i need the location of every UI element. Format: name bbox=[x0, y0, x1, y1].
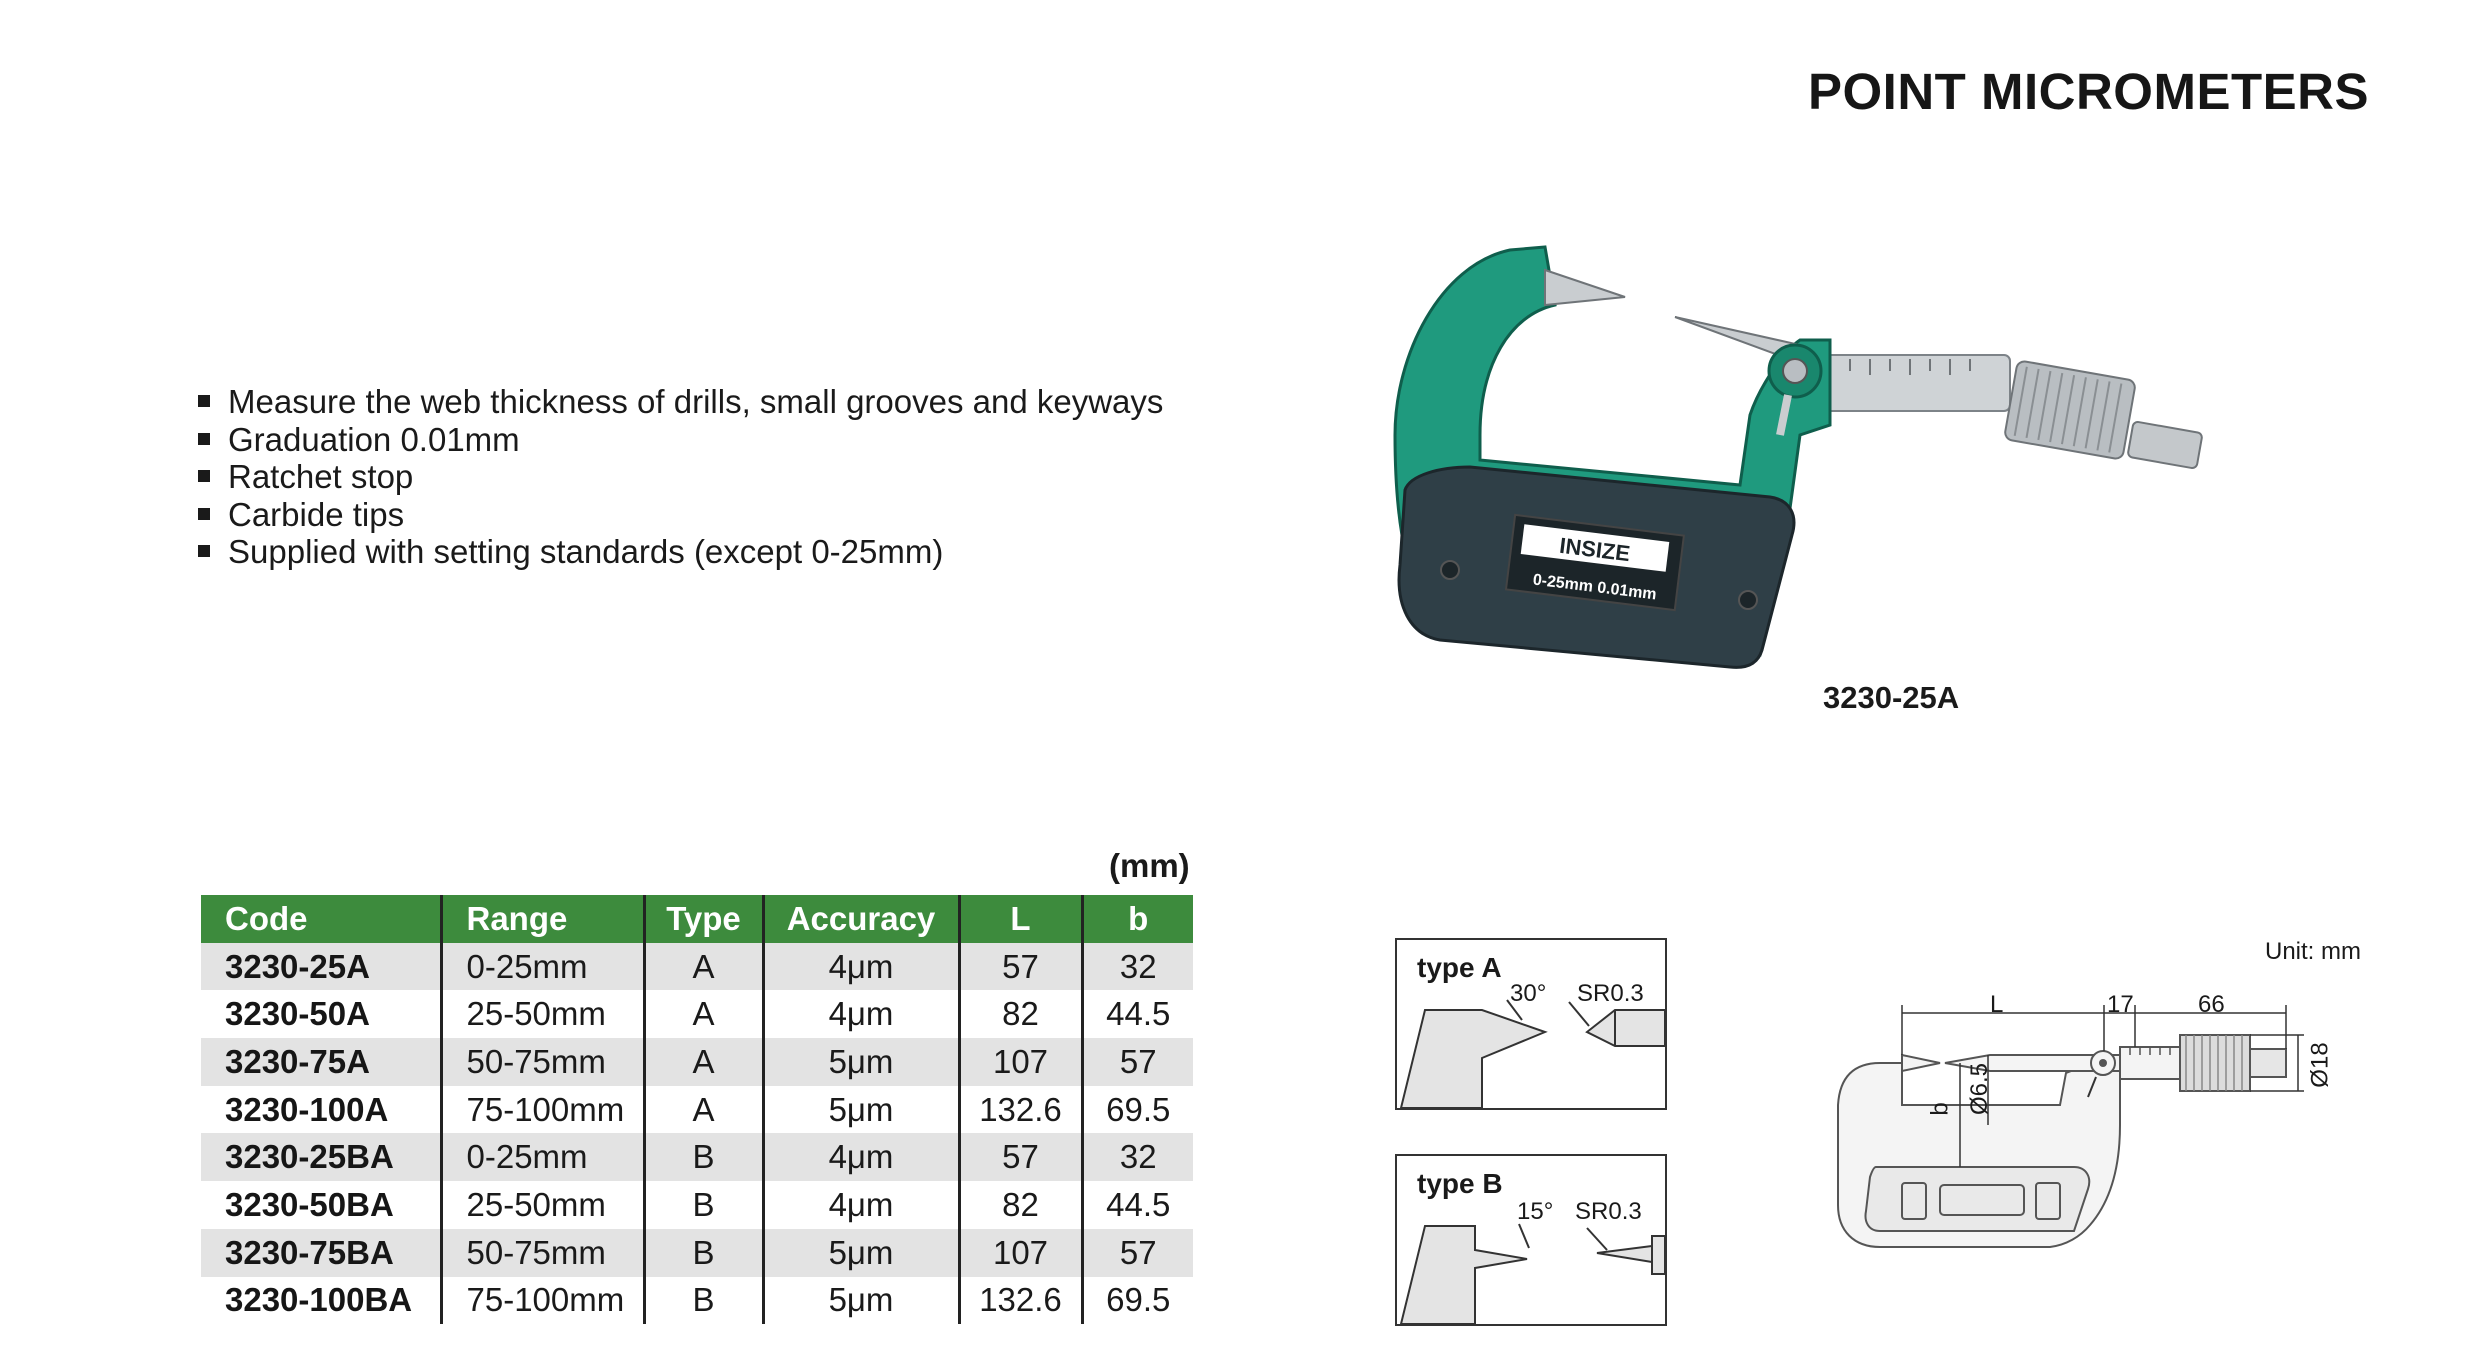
page-title: POINT MICROMETERS bbox=[1807, 63, 2369, 120]
type-b-angle: 15° bbox=[1517, 1198, 1554, 1225]
table-row: 3230-50BA 25-50mm B 4μm 82 44.5 bbox=[201, 1181, 1193, 1229]
brand-logo: INSIZE bbox=[1558, 532, 1632, 567]
table-row: 3230-25BA 0-25mm B 4μm 57 32 bbox=[201, 1133, 1193, 1181]
spindle-tip-b bbox=[1597, 1236, 1665, 1274]
square-bullet-icon bbox=[198, 545, 210, 557]
anvil-tip-a bbox=[1401, 1010, 1545, 1108]
type-b-label: type B bbox=[1417, 1168, 1503, 1199]
type-a-label: type A bbox=[1417, 952, 1502, 983]
plate-text: 0-25mm 0.01mm bbox=[1531, 571, 1658, 604]
anvil-tip-b bbox=[1401, 1226, 1527, 1324]
square-bullet-icon bbox=[198, 395, 210, 407]
dim-66: 66 bbox=[2198, 991, 2225, 1018]
header-code: Code bbox=[201, 895, 441, 943]
feature-item: Ratchet stop bbox=[198, 458, 1163, 496]
feature-item: Supplied with setting standards (except 0-25mm) bbox=[198, 533, 1163, 571]
table-header-row bbox=[201, 895, 1193, 943]
technical-drawing bbox=[1830, 985, 2370, 1260]
table-row: 3230-75BA 50-75mm B 5μm 107 57 bbox=[201, 1229, 1193, 1277]
header-b: b bbox=[1082, 895, 1193, 943]
spindle-tip-a bbox=[1587, 1010, 1665, 1046]
dim-L: L bbox=[1990, 991, 2004, 1018]
square-bullet-icon bbox=[198, 470, 210, 482]
dim-b: b bbox=[1926, 1102, 1954, 1116]
spec-table bbox=[201, 895, 1193, 1324]
type-a-radius: SR0.3 bbox=[1577, 980, 1644, 1007]
square-bullet-icon bbox=[198, 433, 210, 445]
header-L: L bbox=[959, 895, 1082, 943]
product-photo bbox=[1330, 235, 2230, 675]
table-row: 3230-100A 75-100mm A 5μm 132.6 69.5 bbox=[201, 1086, 1193, 1134]
type-b-radius: SR0.3 bbox=[1575, 1198, 1642, 1225]
feature-item: Graduation 0.01mm bbox=[198, 421, 1163, 459]
table-row: 3230-100BA 75-100mm B 5μm 132.6 69.5 bbox=[201, 1277, 1193, 1325]
ratchet-stop bbox=[2127, 421, 2202, 469]
type-a-angle: 30° bbox=[1510, 980, 1547, 1007]
table-row: 3230-75A 50-75mm A 5μm 107 57 bbox=[201, 1038, 1193, 1086]
feature-list bbox=[198, 383, 1163, 571]
table-unit: (mm) bbox=[1109, 847, 1190, 884]
square-bullet-icon bbox=[198, 508, 210, 520]
header-type: Type bbox=[644, 895, 763, 943]
type-b-detail bbox=[1395, 1154, 1667, 1326]
dim-17: 17 bbox=[2107, 991, 2134, 1018]
type-a-detail bbox=[1395, 938, 1667, 1110]
dim-d65: Ø6.5 bbox=[1966, 1062, 1994, 1116]
header-range: Range bbox=[441, 895, 644, 943]
feature-item: Carbide tips bbox=[198, 496, 1163, 534]
photo-caption: 3230-25A bbox=[1823, 680, 1960, 715]
drawing-unit: Unit: mm bbox=[2265, 938, 2361, 965]
anvil-point bbox=[1545, 270, 1625, 305]
feature-item: Measure the web thickness of drills, small grooves and keyways bbox=[198, 383, 1163, 421]
table-row: 3230-50A 25-50mm A 4μm 82 44.5 bbox=[201, 990, 1193, 1038]
header-accuracy: Accuracy bbox=[763, 895, 959, 943]
table-row: 3230-25A 0-25mm A 4μm 57 32 bbox=[201, 943, 1193, 991]
dim-d18: Ø18 bbox=[2306, 1042, 2334, 1088]
